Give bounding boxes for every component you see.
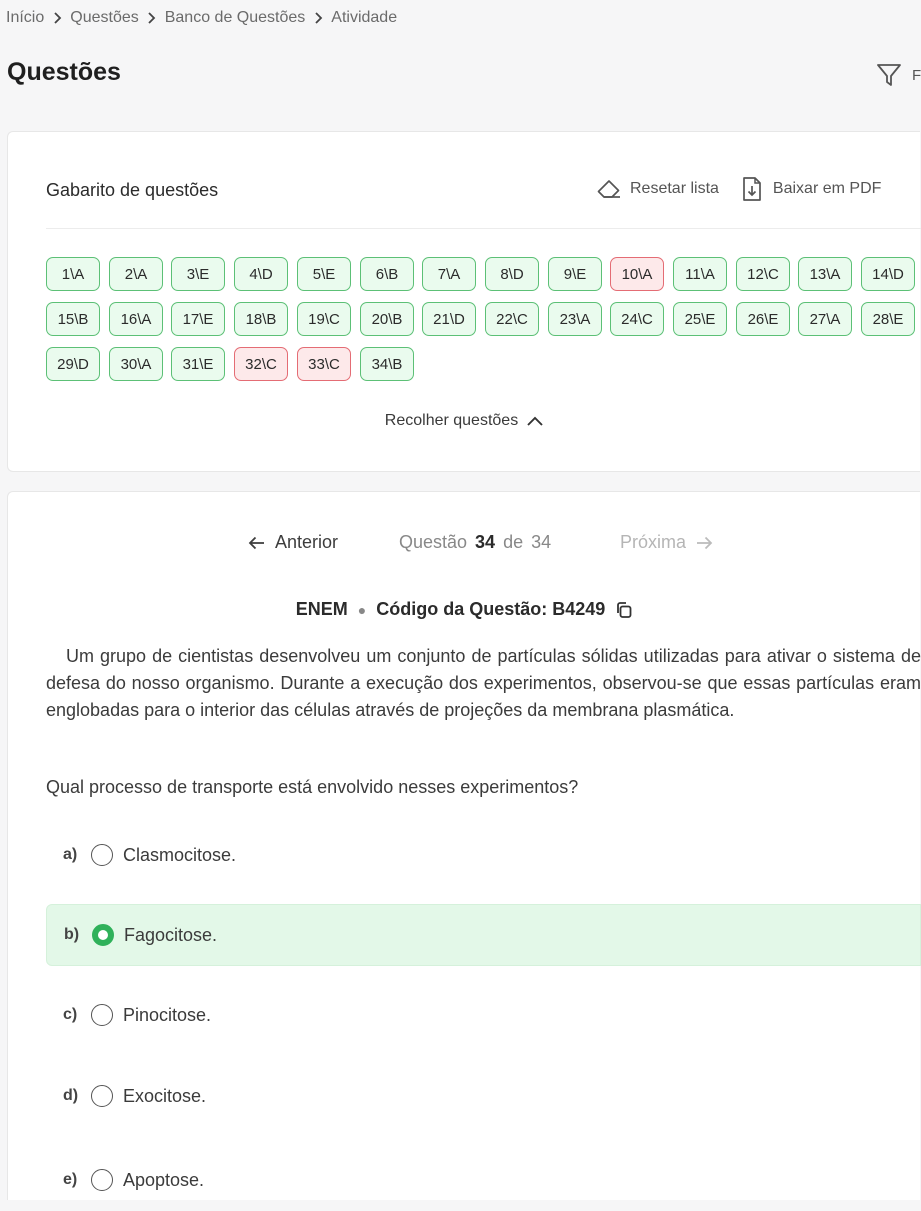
counter-separator: de [503,532,524,552]
question-navigation [8,532,921,556]
answer-chip[interactable]: 2\A [109,257,163,291]
counter-current: 34 [475,532,496,552]
previous-question-button[interactable] [248,532,338,553]
chevron-right-icon [44,12,70,24]
answer-chip[interactable]: 30\A [109,347,163,381]
breadcrumb-questoes[interactable]: Questões [70,9,139,26]
counter-prefix: Questão [399,532,468,552]
answer-chip[interactable]: 34\B [360,347,414,381]
answer-chip[interactable]: 27\A [798,302,852,336]
question-stem: Um grupo de cientistas desenvolveu um conjunto de partículas sólidas utilizadas para ativar o sistema de defesa do nosso organismo. Durante a execução dos experimentos, observou-se que essas partículas eram englobadas para o interior das células através de projeções da membrana plasmática. [46,646,921,720]
answer-chip[interactable]: 32\C [234,347,288,381]
question-counter [399,532,551,553]
next-question-button[interactable] [620,532,713,553]
question-card [7,491,920,1200]
chevron-right-icon [139,12,165,24]
answer-chip[interactable]: 10\A [610,257,664,291]
filter-label: F [912,66,921,84]
option-text: Exocitose. [123,1085,207,1106]
answer-chip[interactable]: 28\E [861,302,915,336]
answer-chip[interactable]: 11\A [673,257,727,291]
answer-chip[interactable]: 33\C [297,347,351,381]
answer-chip[interactable]: 3\E [171,257,225,291]
option-text: Pinocitose. [123,1004,212,1025]
answer-chip[interactable]: 14\D [861,257,915,291]
answer-chip[interactable]: 16\A [109,302,163,336]
chevron-right-icon [305,12,331,24]
reset-list-label: Resetar lista [630,180,719,197]
gabarito-actions [596,176,881,202]
filter-button[interactable] [876,62,921,88]
collapse-questions-button[interactable] [8,412,921,430]
breadcrumb [6,9,397,27]
answer-chip[interactable]: 19\C [297,302,351,336]
option-text: Apoptose. [123,1169,205,1190]
question-code: Código da Questão: B4249 [376,599,606,619]
page-title: Questões [7,58,121,86]
reset-list-button[interactable] [596,176,719,202]
answer-chip[interactable]: 20\B [360,302,414,336]
option-letter: e) [63,1171,78,1188]
option-text: Clasmocitose. [123,844,237,865]
answer-chip[interactable]: 18\B [234,302,288,336]
filter-icon [876,62,902,88]
file-download-icon [739,176,765,202]
gabarito-title: Gabarito de questões [46,180,219,200]
eraser-icon [596,176,622,202]
next-label: Próxima [620,532,687,552]
option-b[interactable] [46,904,921,966]
answer-chip[interactable]: 15\B [46,302,100,336]
chevron-up-icon [526,415,544,427]
collapse-questions-label: Recolher questões [384,412,519,429]
answer-chip[interactable]: 17\E [171,302,225,336]
option-letter: c) [63,1006,78,1023]
breadcrumb-banco-de-questoes[interactable]: Banco de Questões [164,9,306,26]
option-c[interactable] [46,984,921,1046]
breadcrumb-atividade: Atividade [331,9,398,26]
option-d[interactable] [46,1065,921,1127]
answer-chip[interactable]: 12\C [736,257,790,291]
option-a[interactable] [46,824,921,886]
bullet-separator: ● [357,601,367,618]
option-letter: d) [63,1087,79,1104]
radio-unchecked-icon[interactable] [91,1085,113,1107]
answer-chip[interactable]: 8\D [485,257,539,291]
radio-unchecked-icon[interactable] [91,1004,113,1026]
option-letter: a) [63,846,78,863]
answer-chip[interactable]: 25\E [673,302,727,336]
answer-chip[interactable]: 6\B [360,257,414,291]
answer-chip[interactable]: 21\D [422,302,476,336]
option-letter: b) [64,926,80,943]
radio-unchecked-icon[interactable] [91,1169,113,1191]
answer-chip[interactable]: 26\E [736,302,790,336]
answer-chip[interactable]: 22\C [485,302,539,336]
radio-checked-icon[interactable] [92,924,114,946]
question-source: ENEM [295,599,348,619]
question-prompt: Qual processo de transporte está envolvido nesses experimentos? [46,777,579,797]
answer-chip[interactable]: 1\A [46,257,100,291]
answer-chip[interactable]: 29\D [46,347,100,381]
option-e[interactable] [46,1149,921,1211]
option-text: Fagocitose. [124,924,218,945]
download-pdf-label: Baixar em PDF [772,180,882,197]
counter-total: 34 [531,532,552,552]
answer-chip[interactable]: 23\A [548,302,602,336]
radio-unchecked-icon[interactable] [91,844,113,866]
answer-chip[interactable]: 31\E [171,347,225,381]
answer-chip[interactable]: 24\C [610,302,664,336]
gabarito-card [7,131,920,472]
answer-chip[interactable]: 5\E [297,257,351,291]
answer-chip[interactable]: 7\A [422,257,476,291]
download-pdf-button[interactable] [739,176,881,202]
breadcrumb-inicio[interactable]: Início [6,9,45,26]
divider [46,228,921,229]
answer-chip[interactable]: 9\E [548,257,602,291]
copy-icon[interactable] [605,601,633,619]
previous-label: Anterior [275,532,339,552]
arrow-right-icon [696,536,713,550]
answer-chip[interactable]: 13\A [798,257,852,291]
question-meta [8,599,921,620]
arrow-left-icon [248,536,265,550]
answer-chip[interactable]: 4\D [234,257,288,291]
